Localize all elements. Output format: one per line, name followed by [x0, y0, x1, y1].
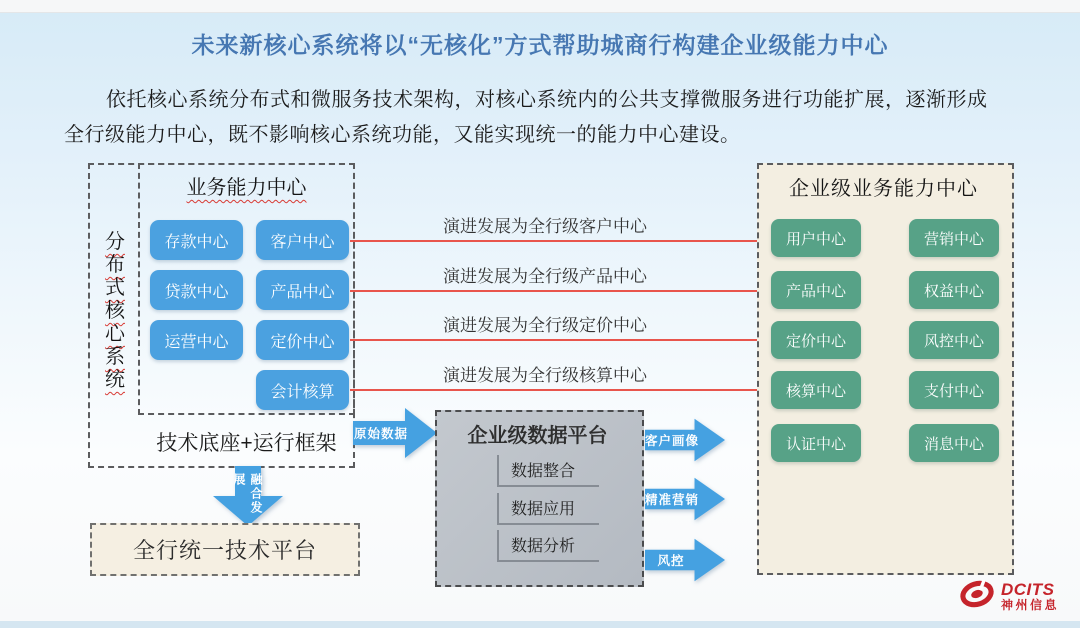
output-arrow-customer-profile-label: 客户画像: [645, 434, 700, 448]
center-authentication: 认证中心: [771, 424, 861, 462]
vertical-label-char: 核: [105, 300, 125, 322]
slide-title: 未来新核心系统将以“无核化”方式帮助城商行构建企业级能力中心: [191, 32, 889, 58]
center-customer: 客户中心: [256, 220, 349, 260]
center-operation: 运营中心: [150, 320, 243, 360]
center-pricing-enterprise: 定价中心: [771, 321, 861, 359]
center-deposit: 存款中心: [150, 220, 243, 260]
data-platform-title: 企业级数据平台: [467, 425, 608, 447]
center-loan: 贷款中心: [150, 270, 243, 310]
output-arrow-precision-marketing-label: 精准营销: [645, 493, 700, 507]
data-platform-item-application: 数据应用: [497, 493, 599, 525]
center-product-enterprise: 产品中心: [771, 271, 861, 309]
evolution-label-product: 演进发展为全行级产品中心: [443, 267, 647, 286]
vertical-label-char: 统: [105, 369, 125, 391]
center-pricing: 定价中心: [256, 320, 349, 360]
intro-paragraph-line1: 依托核心系统分布式和微服务技术架构，对核心系统内的公共支撑微服务进行功能扩展，逐渐形成: [106, 89, 988, 111]
business-capability-title: [138, 171, 355, 200]
evolution-arrow-icon: [350, 339, 759, 341]
evolution-arrow-icon: [350, 240, 759, 242]
center-accounting-enterprise: 核算中心: [771, 371, 861, 409]
tech-base-label: 技术底座+运行框架: [156, 431, 337, 455]
evolution-label-customer: 演进发展为全行级客户中心: [443, 217, 647, 236]
output-arrow-risk-control-label: 风控: [657, 554, 685, 568]
enterprise-capability-title: 企业级业务能力中心: [789, 178, 978, 200]
center-accounting: 会计核算: [256, 370, 349, 410]
down-arrow-label: 融合发展: [232, 473, 263, 515]
center-marketing: 营销中心: [909, 219, 999, 257]
center-equity: 权益中心: [909, 271, 999, 309]
center-product: 产品中心: [256, 270, 349, 310]
raw-data-arrow-icon: [353, 406, 437, 460]
evolution-arrow-icon: [350, 389, 759, 391]
output-arrow-precision-marketing-icon: [645, 476, 725, 522]
raw-data-arrow-label: 原始数据: [353, 427, 408, 441]
vertical-label-char: 心: [105, 323, 125, 345]
business-capability-title-text: 业务能力中心: [186, 177, 307, 199]
vertical-label-char: 布: [105, 254, 125, 276]
unified-platform-label: 全行统一技术平台: [132, 538, 317, 563]
output-arrow-risk-control-icon: [645, 537, 725, 583]
logo-name: DCITS: [1001, 580, 1055, 600]
center-risk: 风控中心: [909, 321, 999, 359]
center-user: 用户中心: [771, 219, 861, 257]
intro-paragraph-line2: 全行级能力中心，既不影响核心系统功能，又能实现统一的能力中心建设。: [64, 124, 741, 146]
distributed-core-vertical-label: [96, 231, 134, 391]
down-arrow-icon: [212, 466, 284, 526]
evolution-label-pricing: 演进发展为全行级定价中心: [443, 316, 647, 335]
vertical-label-char: 系: [105, 346, 125, 368]
center-payment: 支付中心: [909, 371, 999, 409]
evolution-arrow-icon: [350, 290, 759, 292]
center-message: 消息中心: [909, 424, 999, 462]
vertical-label-char: 式: [105, 277, 125, 299]
output-arrow-customer-profile-icon: [645, 417, 725, 463]
data-platform-item-analysis: 数据分析: [497, 530, 599, 562]
data-platform-item-integration: 数据整合: [497, 455, 599, 487]
vertical-label-char: 分: [105, 231, 125, 253]
logo-subtitle: 神州信息: [1001, 598, 1060, 613]
unified-platform-box: [90, 523, 360, 576]
dcits-logo: [958, 577, 1059, 616]
evolution-label-accounting: 演进发展为全行级核算中心: [443, 366, 647, 385]
dcits-swirl-icon: [958, 577, 996, 616]
bottom-strip: [0, 621, 1080, 628]
